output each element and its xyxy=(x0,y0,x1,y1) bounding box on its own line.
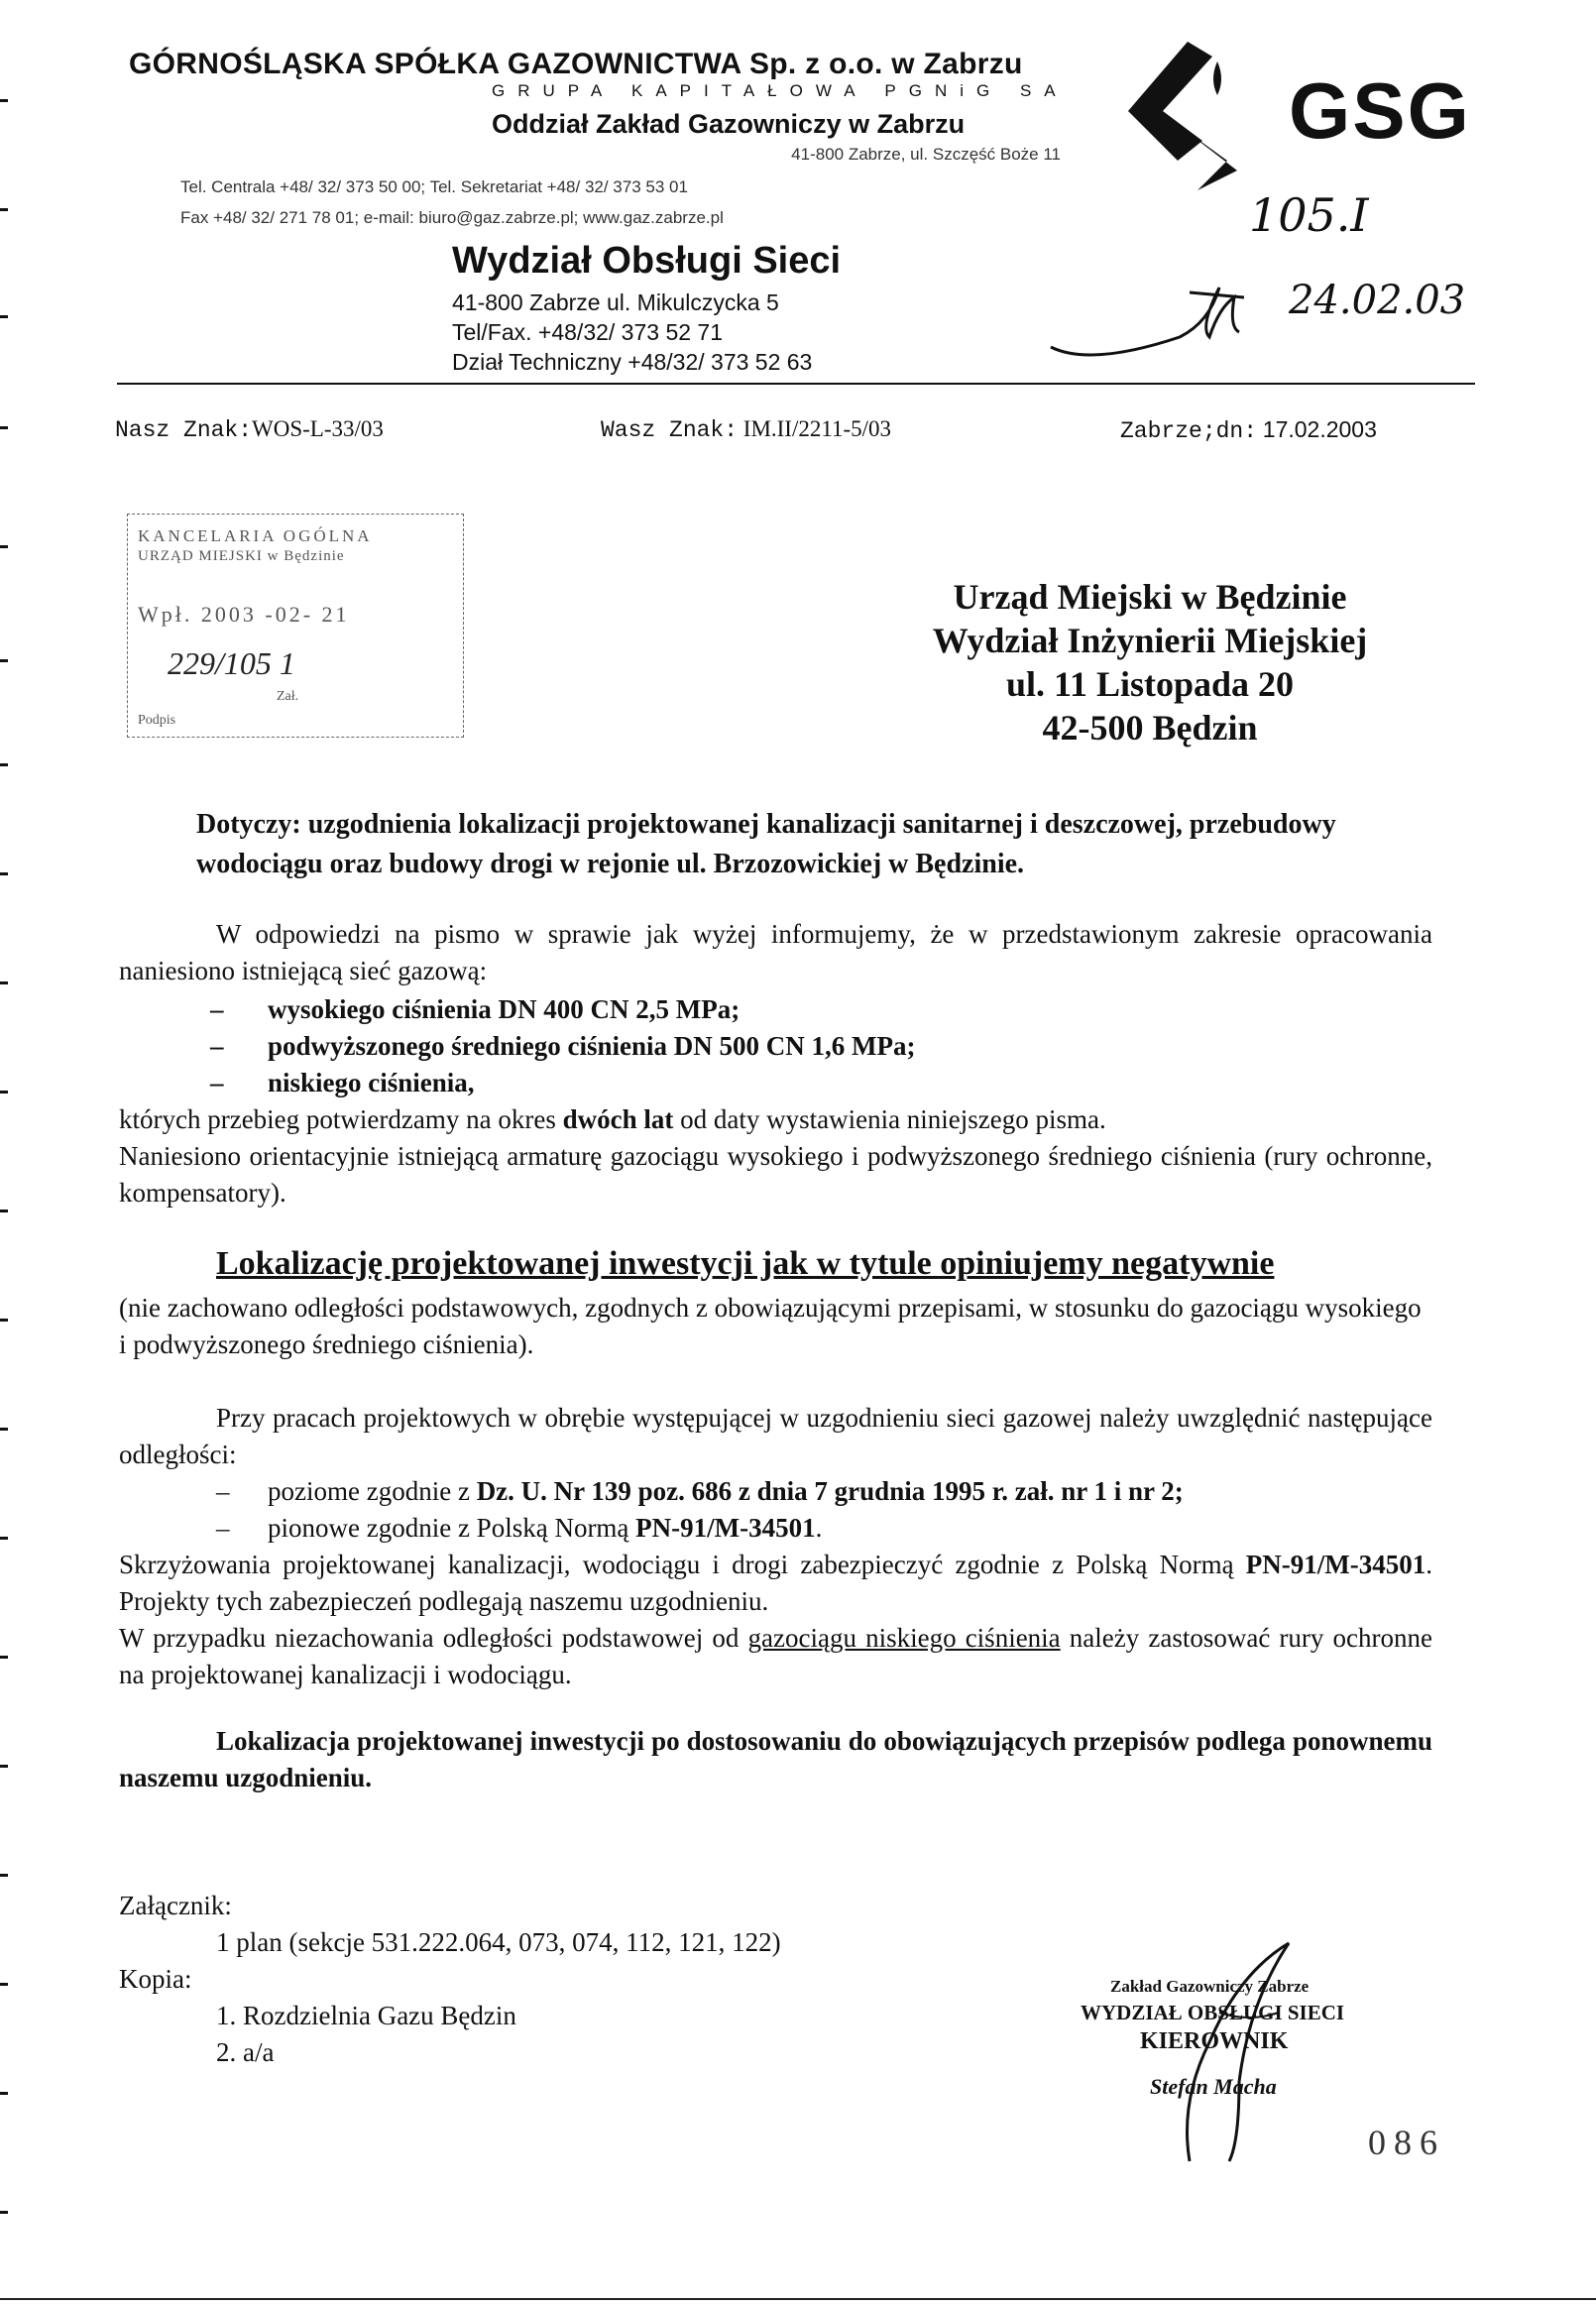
recipient-line-4: 42-500 Będzin xyxy=(1042,708,1258,748)
branch-name: Oddział Zakład Gazowniczy w Zabrzu xyxy=(492,109,966,139)
recipient-block xyxy=(853,575,1447,749)
item-text: pionowe zgodnie z Polską Normą xyxy=(268,1513,636,1543)
your-reference-value: IM.II/2211-5/03 xyxy=(742,416,892,441)
stamp-line-3: Wpł. 2003 -02- 21 xyxy=(138,602,350,627)
signature-stamp xyxy=(1081,1933,1408,2191)
para1-orient: Naniesiono orientacyjnie istniejącą armaturę gazociągu wysokiego i podwyższonego średniego ciśnienia (rury ochronne, kompensatory). xyxy=(119,1141,1432,1208)
margin-marks xyxy=(0,0,10,2306)
copy-item: 2. a/a xyxy=(216,2037,275,2067)
confirm-text-end: od daty wystawienia niniejszego pisma. xyxy=(673,1104,1106,1134)
department-address: 41-800 Zabrze ul. Mikulczycka 5 xyxy=(452,289,779,315)
re-approval-note: Lokalizacja projektowanej inwestycji po dostosowaniu do obowiązujących przepisów podlega ponownemu naszemu uzgodnieniu. xyxy=(119,1726,1432,1792)
department-name: Wydział Obsługi Sieci xyxy=(452,240,842,282)
distance-list xyxy=(119,1473,1432,1547)
negative-opinion-text: (nie zachowano odległości podstawowych, zgodnych z obowiązującymi przepisami, w stosunku do gazociągu wysokiego i podwyższonego średniego ciśnienia). xyxy=(119,1293,1422,1359)
letter-date xyxy=(1120,416,1377,444)
gas-network-item: – niskiego ciśnienia, xyxy=(119,1065,1432,1101)
letter-date-label: Zabrze;dn: xyxy=(1120,418,1258,444)
gsg-logo-text: GSG xyxy=(1289,66,1471,155)
our-reference-value: WOS-L-33/03 xyxy=(252,416,384,441)
item-reference: PN-91/M-34501 xyxy=(635,1513,816,1543)
recipient-line-3: ul. 11 Listopada 20 xyxy=(1005,664,1295,704)
signature-line-3: KIEROWNIK xyxy=(1140,2028,1289,2054)
company-name: GÓRNOŚLĄSKA SPÓŁKA GAZOWNICTWA Sp. z o.o. w Zabrzu xyxy=(129,48,1023,80)
our-reference-label: Nasz Znak: xyxy=(115,417,253,443)
header-divider xyxy=(117,383,1475,385)
para1-confirm xyxy=(119,1101,1432,1138)
company-group: GRUPA KAPITAŁOWA PGNiG SA xyxy=(492,81,1069,100)
handwritten-number: 105.I xyxy=(1249,188,1369,242)
branch-fax-email: Fax +48/ 32/ 271 78 01; e-mail: biuro@gaz.zabrze.pl; www.gaz.zabrze.pl xyxy=(180,208,724,227)
copy-label: Kopia: xyxy=(119,1964,192,1994)
gas-network-item: – wysokiego ciśnienia DN 400 CN 2,5 MPa; xyxy=(119,991,1432,1028)
confirm-period: dwóch lat xyxy=(562,1104,674,1134)
gas-network-item: – podwyższonego średniego ciśnienia DN 500 CN 1,6 MPa; xyxy=(119,1028,1432,1065)
signature-line-1: Zakład Gazowniczy Zabrze xyxy=(1110,1977,1310,1996)
para1-intro: W odpowiedzi na pismo w sprawie jak wyżej informujemy, że w przedstawionym zakresie opracowania naniesiono istniejącą sieć gazową: xyxy=(119,919,1432,985)
negative-opinion-heading: Lokalizację projektowanej inwestycji jak w tytule opiniujemy negatywnie xyxy=(216,1245,1275,1282)
subject: Dotyczy: uzgodnienia lokalizacji projektowanej kanalizacji sanitarnej i deszczowej, przebudowy wodociągu oraz budowy drogi w rejonie ul. Brzozowickiej w Będzinie. xyxy=(196,809,1336,879)
letter-date-value: 17.02.2003 xyxy=(1262,416,1377,442)
handwritten-date: 24.02.03 xyxy=(1289,278,1466,323)
handwritten-signature-icon xyxy=(1130,1933,1328,2171)
recipient-line-1: Urząd Miejski w Będzinie xyxy=(953,577,1347,617)
item-text-end: . xyxy=(815,1513,823,1543)
gas-network-list xyxy=(119,991,1432,1101)
low-pressure-text-a: W przypadku niezachowania odległości podstawowej od xyxy=(119,1623,748,1653)
branch-address: 41-800 Zabrze, ul. Szczęść Boże 11 xyxy=(791,145,1061,164)
stamp-line-6: Podpis xyxy=(138,713,176,728)
distance-item-horizontal xyxy=(119,1473,1432,1510)
registry-stamp xyxy=(127,514,464,738)
attachment-item: 1 plan (sekcje 531.222.064, 073, 074, 112, 121, 122) xyxy=(216,1927,781,1957)
branch-phones: Tel. Centrala +48/ 32/ 373 50 00; Tel. Sekretariat +48/ 32/ 373 53 01 xyxy=(180,177,688,196)
stamp-line-4: 229/105 1 xyxy=(168,645,295,681)
gsg-logo-icon xyxy=(1118,42,1257,190)
low-pressure-text xyxy=(119,1620,1432,1693)
department-technical: Dział Techniczny +48/32/ 373 52 63 xyxy=(452,349,813,375)
item-text: poziome zgodnie z xyxy=(268,1476,477,1506)
our-reference xyxy=(115,416,384,443)
crossing-text xyxy=(119,1547,1432,1620)
your-reference xyxy=(601,416,891,443)
signature-line-2: WYDZIAŁ OBSŁUGI SIECI xyxy=(1081,2001,1345,2024)
stamp-line-2: URZĄD MIEJSKI w Będzinie xyxy=(138,548,345,564)
recipient-line-2: Wydział Inżynierii Miejskiej xyxy=(932,621,1368,660)
stamp-line-5: Zał. xyxy=(277,689,299,704)
low-pressure-highlight: gazociągu niskiego ciśnienia xyxy=(747,1623,1061,1653)
department-phone: Tel/Fax. +48/32/ 373 52 71 xyxy=(452,319,724,345)
handwritten-signature-icon xyxy=(1041,278,1269,367)
crossing-norm: PN-91/M-34501 xyxy=(1245,1550,1426,1579)
crossing-text-c: . Projekty tych zabezpieczeń podlegają naszemu uzgodnieniu. xyxy=(119,1550,1432,1616)
low-pressure-text-c: należy zastosować rury ochronne na projektowanej kanalizacji i wodociągu. xyxy=(119,1623,1432,1689)
distance-item-vertical xyxy=(119,1510,1432,1547)
your-reference-label: Wasz Znak: xyxy=(601,417,739,443)
item-reference: Dz. U. Nr 139 poz. 686 z dnia 7 grudnia 1995 r. zał. nr 1 i nr 2; xyxy=(476,1476,1184,1506)
page-number: 086 xyxy=(1368,2123,1445,2162)
confirm-text: których przebieg potwierdzamy na okres xyxy=(119,1104,563,1134)
stamp-line-1: KANCELARIA OGÓLNA xyxy=(138,526,373,545)
signature-line-4: Stefan Macha xyxy=(1150,2074,1277,2099)
copy-item: 1. Rozdzielnia Gazu Będzin xyxy=(216,2001,516,2030)
para3-intro: Przy pracach projektowych w obrębie występującej w uzgodnieniu sieci gazowej należy uwzględnić następujące odległości: xyxy=(119,1403,1432,1469)
crossing-text-a: Skrzyżowania projektowanej kanalizacji, wodociągu i drogi zabezpieczyć zgodnie z Polską Normą xyxy=(119,1550,1246,1579)
attachment-label: Załącznik: xyxy=(119,1891,232,1920)
scan-bottom-edge xyxy=(0,2298,1596,2300)
